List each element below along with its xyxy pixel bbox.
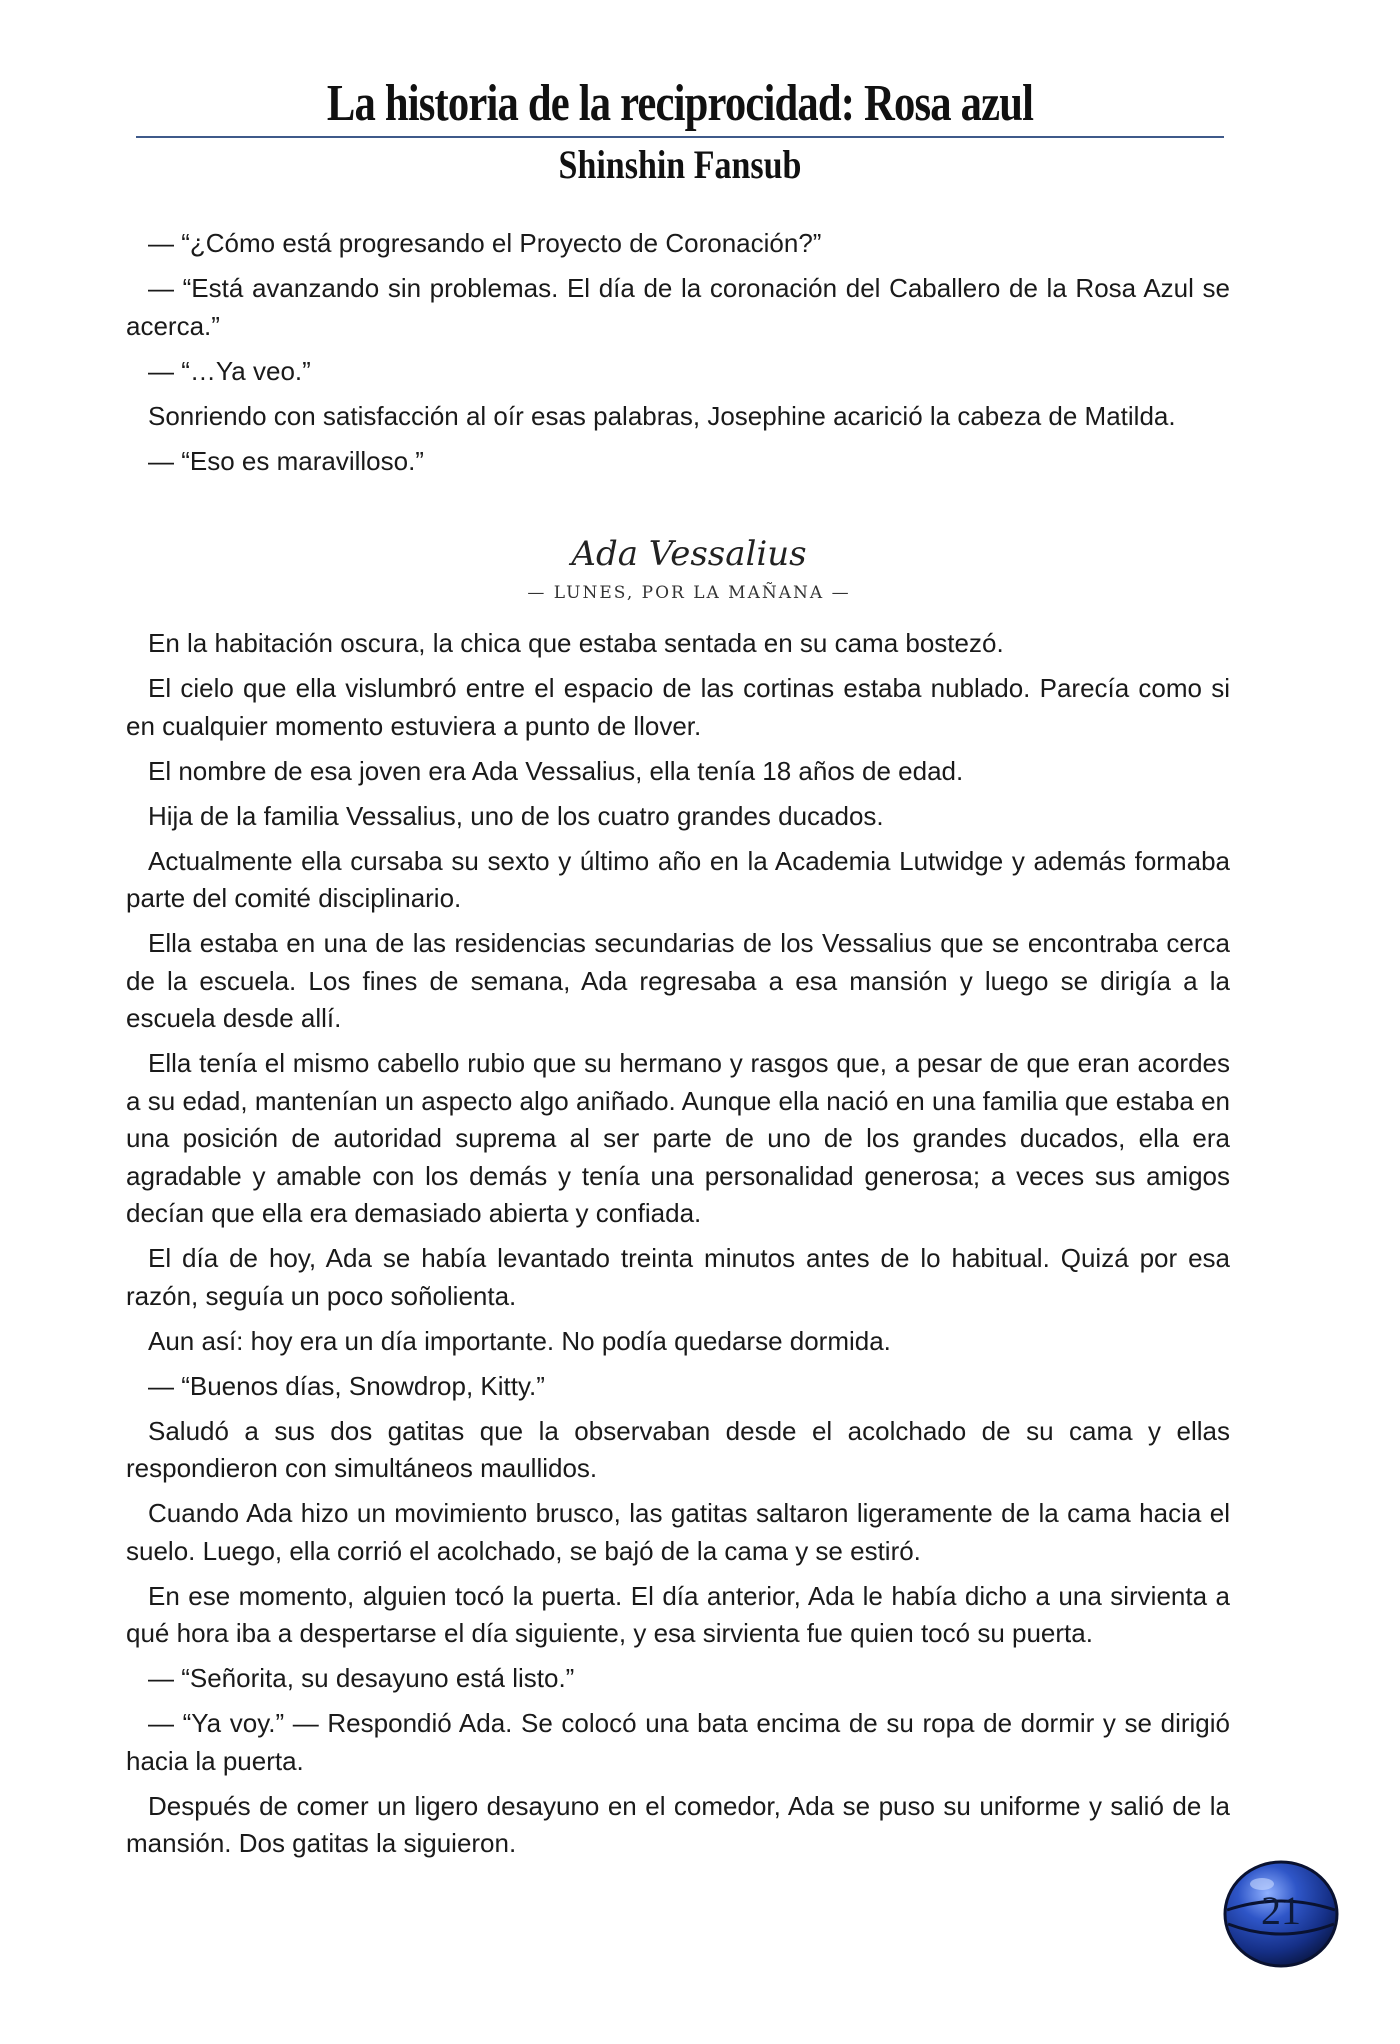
paragraph: Cuando Ada hizo un movimiento brusco, las gatitas saltaron ligeramente de la cama hacia el suelo. Luego, ella corrió el acolchado, se bajó de la cama y se estiró. [126,1498,1230,1566]
text-block-opening [126,225,1230,488]
paragraph: En ese momento, alguien tocó la puerta. El día anterior, Ada le había dicho a una sirvienta a qué hora iba a despertarse el día siguiente, y esa sirvienta fue quien tocó su puerta. [126,1580,1230,1648]
paragraph: Después de comer un ligero desayuno en el comedor, Ada se puso su uniforme y salió de la mansión. Dos gatitas la siguieron. [126,1790,1230,1858]
paragraph: — “Señorita, su desayuno está listo.” [148,1663,575,1693]
paragraph: Ella tenía el mismo cabello rubio que su hermano y rasgos que, a pesar de que eran acordes a su edad, mantenían un aspecto algo aniñado. Aunque ella nació en una familia que estaba en una posición de autoridad suprema al ser parte de uno de los grandes ducados, ella era agradable y amable con los demás y tenía una personalidad generosa; a veces sus amigos decían que ella era demasiado abierta y confiada. [126,1048,1230,1228]
paragraph: Ella estaba en una de las residencias secundarias de los Vessalius que se encontraba cerca de la escuela. Los fines de semana, Ada regresaba a esa mansión y luego se dirigía a la escuela desde allí. [126,928,1230,1033]
paragraph: Aun así: hoy era un día importante. No podía quedarse dormida. [148,1325,891,1356]
paragraph: — “¿Cómo está progresando el Proyecto de Coronación?” [148,228,822,258]
text-block-main [126,625,1230,1870]
paragraph: Hija de la familia Vessalius, uno de los cuatro grandes ducados. [148,800,884,831]
paragraph: El día de hoy, Ada se había levantado treinta minutos antes de lo habitual. Quizá por esa razón, seguía un poco soñolienta. [126,1243,1230,1311]
paragraph: Actualmente ella cursaba su sexto y último año en la Academia Lutwidge y además formaba parte del comité disciplinario. [126,845,1230,913]
paragraph: — “…Ya veo.” [148,355,311,386]
paragraph: — “Ya voy.” — Respondió Ada. Se colocó una bata encima de su ropa de dormir y se dirigió hacia la puerta. [126,1708,1230,1776]
paragraph: El cielo que ella vislumbró entre el espacio de las cortinas estaba nublado. Parecía como si en cualquier momento estuviera a punto de llover. [126,673,1230,741]
page-number: 21 [1261,1888,1301,1933]
header-divider [136,136,1224,138]
paragraph: — “Está avanzando sin problemas. El día de la coronación del Caballero de la Rosa Azul se acerca.” [126,273,1230,341]
section-time-label: — LUNES, POR LA MAÑANA — [527,583,851,603]
section-character-name: Ada Vessalius [571,534,807,574]
paragraph: — “Buenos días, Snowdrop, Kitty.” [148,1370,545,1401]
page-number-badge [1222,1852,1340,1970]
translator-credit: Shinshin Fansub [558,142,802,187]
book-title: La historia de la reciprocidad: Rosa azul [326,75,1034,132]
paragraph: Sonriendo con satisfacción al oír esas palabras, Josephine acarició la cabeza de Matilda. [148,400,1176,431]
paragraph: — “Eso es maravilloso.” [148,445,424,476]
section-heading [0,532,1378,606]
page-header [0,72,1360,136]
paragraph: En la habitación oscura, la chica que estaba sentada en su cama bostezó. [148,628,1004,658]
paragraph: Saludó a sus dos gatitas que la observaban desde el acolchado de su cama y ellas respondieron con simultáneos maullidos. [126,1415,1230,1483]
paragraph: El nombre de esa joven era Ada Vessalius, ella tenía 18 años de edad. [148,755,964,786]
